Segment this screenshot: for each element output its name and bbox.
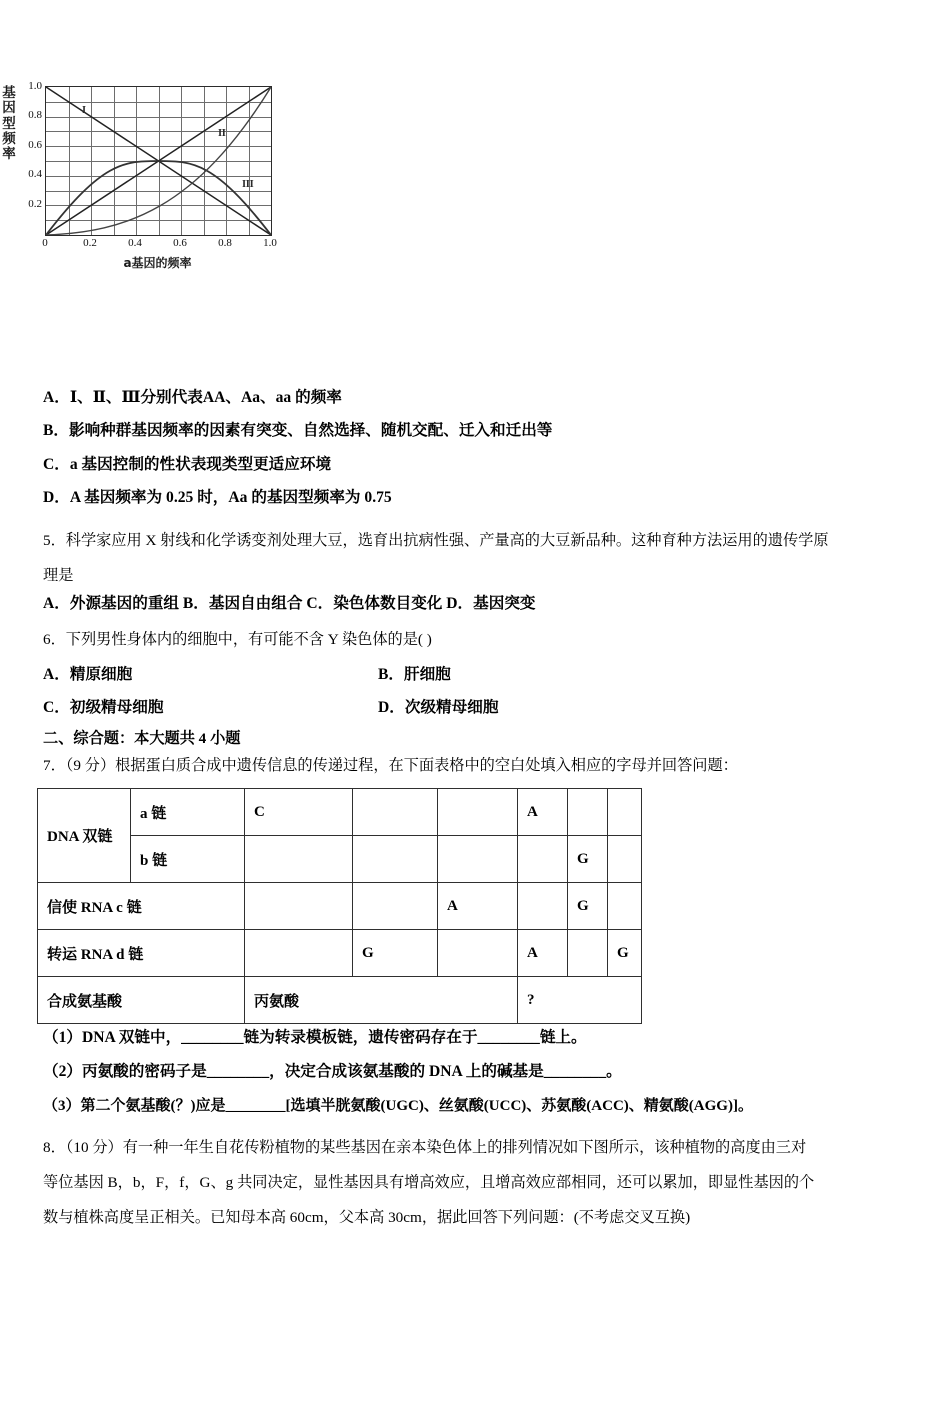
q4-option-b: B．影响种群基因频率的因素有突变、自然选择、随机交配、迁入和迁出等	[43, 422, 553, 439]
cell-d-5	[568, 930, 608, 977]
table-row-trna-d-chain	[38, 930, 642, 977]
y-tick-0_6: 0.6	[28, 139, 42, 151]
chart	[0, 78, 292, 283]
x-tick-1_0: 1.0	[263, 237, 277, 249]
q6-option-b: B．肝细胞	[378, 666, 451, 683]
cell-c-6	[608, 883, 642, 930]
q4-option-a: A．Ⅰ、Ⅱ、Ⅲ分别代表AA、Aa、aa 的频率	[43, 389, 342, 406]
q4-option-c: C．a 基因控制的性状表现类型更适应环境	[43, 456, 332, 473]
cell-d-3	[438, 930, 518, 977]
q8-line2: 等位基因 B，b，F，f，G、g 共同决定，显性基因具有增高效应，且增高效应部相同，还可以累加，即显性基因的个	[43, 1174, 815, 1191]
cell-amino-acid-label: 合成氨基酸	[38, 977, 245, 1024]
exam-page	[0, 78, 950, 1422]
cell-mrna-c-label: 信使 RNA c 链	[38, 883, 245, 930]
table-row-amino-acid	[38, 977, 642, 1024]
q5-stem-line2: 理是	[43, 567, 74, 584]
q7-stem: 7．（9 分）根据蛋白质合成中遗传信息的传递过程，在下面表格中的空白处填入相应的字母并回答问题：	[43, 757, 738, 774]
cell-dna-double-strand-label: DNA 双链	[38, 789, 131, 883]
cell-c-4	[518, 883, 568, 930]
cell-amino-acid-2: ?	[518, 977, 642, 1024]
q8-line3: 数与植株高度呈正相关。已知母本高 60cm，父本高 30cm，据此回答下列问题：(不考虑交叉互换)	[43, 1209, 691, 1226]
x-tick-0_4: 0.4	[128, 237, 142, 249]
cell-d-2: G	[353, 930, 438, 977]
cell-b-5: G	[568, 836, 608, 883]
curve-label-II: II	[218, 128, 226, 139]
q6-stem: 6．下列男性身体内的细胞中，有可能不含 Y 染色体的是( )	[43, 631, 432, 648]
genotype-frequency-figure	[0, 78, 950, 286]
cell-b-2	[353, 836, 438, 883]
cell-b-chain-label: b 链	[131, 836, 245, 883]
section-2-heading: 二、综合题：本大题共 4 小题	[43, 730, 241, 747]
x-tick-0_6: 0.6	[173, 237, 187, 249]
cell-b-4	[518, 836, 568, 883]
q7-sub2: （2）丙氨酸的密码子是________，决定合成该氨基酸的 DNA 上的碱基是________。	[43, 1063, 622, 1080]
y-tick-0_2: 0.2	[28, 198, 42, 210]
x-tick-0_2: 0.2	[83, 237, 97, 249]
q6-option-a: A．精原细胞	[43, 666, 133, 683]
cell-a-5	[568, 789, 608, 836]
cell-c-2	[353, 883, 438, 930]
cell-a-4: A	[518, 789, 568, 836]
y-tick-1_0: 1.0	[28, 80, 42, 92]
q5-stem-line1: 5．科学家应用 X 射线和化学诱变剂处理大豆，选育出抗病性强、产量高的大豆新品种。这种育种方法运用的遗传学原	[43, 532, 829, 549]
curve-label-I: I	[82, 105, 86, 116]
cell-a-2	[353, 789, 438, 836]
cell-b-1	[245, 836, 353, 883]
y-tick-0_8: 0.8	[28, 109, 42, 121]
cell-c-5: G	[568, 883, 608, 930]
cell-d-6: G	[608, 930, 642, 977]
q4-option-d: D．A 基因频率为 0.25 时，Aa 的基因型频率为 0.75	[43, 489, 392, 506]
chart-y-axis-ticks	[18, 78, 42, 238]
cell-b-3	[438, 836, 518, 883]
cell-d-4: A	[518, 930, 568, 977]
table-row-a-chain	[38, 789, 642, 836]
chart-curves	[46, 87, 271, 235]
cell-c-3: A	[438, 883, 518, 930]
chart-x-axis-ticks	[42, 237, 277, 254]
q8-line1: 8．（10 分）有一种一年生自花传粉植物的某些基因在亲本染色体上的排列情况如下图所示，该种植物的高度由三对	[43, 1139, 807, 1156]
cell-b-6	[608, 836, 642, 883]
cell-a-6	[608, 789, 642, 836]
cell-a-1: C	[245, 789, 353, 836]
cell-trna-d-label: 转运 RNA d 链	[38, 930, 245, 977]
q5-options: A．外源基因的重组 B．基因自由组合 C．染色体数目变化 D．基因突变	[43, 595, 536, 612]
table-row-mrna-c-chain	[38, 883, 642, 930]
curve-III	[46, 161, 271, 235]
curve-label-III: III	[242, 179, 254, 190]
q7-sub3: （3）第二个氨基酸(？)应是________[选填半胱氨酸(UGC)、丝氨酸(UCC)、苏氨酸(ACC)、精氨酸(AGG)]。	[43, 1098, 753, 1114]
y-tick-0_4: 0.4	[28, 168, 42, 180]
chart-plot-area	[45, 86, 272, 236]
x-tick-0: 0	[42, 237, 48, 249]
chart-x-axis-label: a基因的频率	[123, 256, 192, 270]
cell-a-chain-label: a 链	[131, 789, 245, 836]
x-tick-0_8: 0.8	[218, 237, 232, 249]
chart-y-axis-label: 基因型频率	[2, 85, 16, 162]
q7-table	[37, 788, 641, 1024]
cell-c-1	[245, 883, 353, 930]
q7-sub1: （1）DNA 双链中，________链为转录模板链，遗传密码存在于________链上。	[43, 1029, 587, 1046]
cell-a-3	[438, 789, 518, 836]
q6-option-c: C．初级精母细胞	[43, 699, 164, 716]
cell-amino-acid-1: 丙氨酸	[245, 977, 518, 1024]
q6-option-d: D．次级精母细胞	[378, 699, 499, 716]
cell-d-1	[245, 930, 353, 977]
